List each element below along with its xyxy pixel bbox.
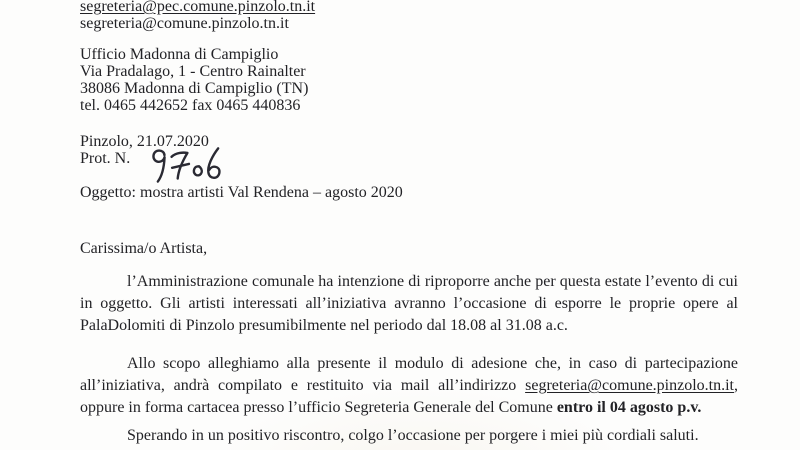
contact-emails bbox=[80, 0, 738, 32]
office-street: Via Pradalago, 1 - Centro Rainalter bbox=[80, 63, 306, 80]
paragraph-2-text: Allo scopo alleghiamo alla presente il modulo di adesione che, in caso di partecipazione all’iniziativa, andrà compilato e restituito via mail all’indirizzo bbox=[80, 355, 738, 394]
body-paragraph-2 bbox=[80, 353, 738, 419]
deadline-bold-text: entro il 04 agosto p.v. bbox=[556, 399, 702, 416]
office-name: Ufficio Madonna di Campiglio bbox=[80, 46, 279, 63]
paragraph-2-text-continued: , oppure in forma cartacea presso l’ufficio Segreteria Generale del Comune bbox=[80, 377, 738, 416]
dateline bbox=[80, 133, 738, 167]
office-address bbox=[80, 46, 738, 114]
closing-line bbox=[80, 425, 738, 447]
subject-line bbox=[80, 184, 738, 202]
protocol-label: Prot. N. bbox=[80, 150, 131, 167]
protocol-line bbox=[80, 150, 738, 167]
body-paragraph-1 bbox=[80, 271, 738, 337]
office-phone-fax: tel. 0465 442652 fax 0465 440836 bbox=[80, 97, 301, 114]
salutation-text: Carissima/o Artista, bbox=[80, 240, 208, 257]
subject-text: Oggetto: mostra artisti Val Rendena – agosto 2020 bbox=[80, 184, 403, 201]
handwritten-protocol-number bbox=[147, 142, 227, 188]
paragraph-1-text: l’Amministrazione comunale ha intenzione di riproporre anche per questa estate l’evento di cui in oggetto. Gli artisti interessati all’iniziativa avranno l’occasione di esporre le proprie opere al PalaDolomiti di Pinzolo presumibilmente nel periodo dal 18.08 al 31.08 a.c. bbox=[80, 273, 738, 334]
inline-email-address: segreteria@comune.pinzolo.tn.it bbox=[525, 377, 734, 394]
pec-email-address: segreteria@pec.comune.pinzolo.tn.it bbox=[80, 0, 316, 15]
email-address: segreteria@comune.pinzolo.tn.it bbox=[80, 15, 289, 32]
handwriting-9706-glyph bbox=[147, 142, 227, 188]
place-date: Pinzolo, 21.07.2020 bbox=[80, 133, 209, 150]
closing-text: Sperando in un positivo riscontro, colgo l’occasione per porgere i miei più cordiali saluti. bbox=[127, 427, 699, 444]
salutation bbox=[80, 240, 738, 258]
office-city: 38086 Madonna di Campiglio (TN) bbox=[80, 80, 309, 97]
